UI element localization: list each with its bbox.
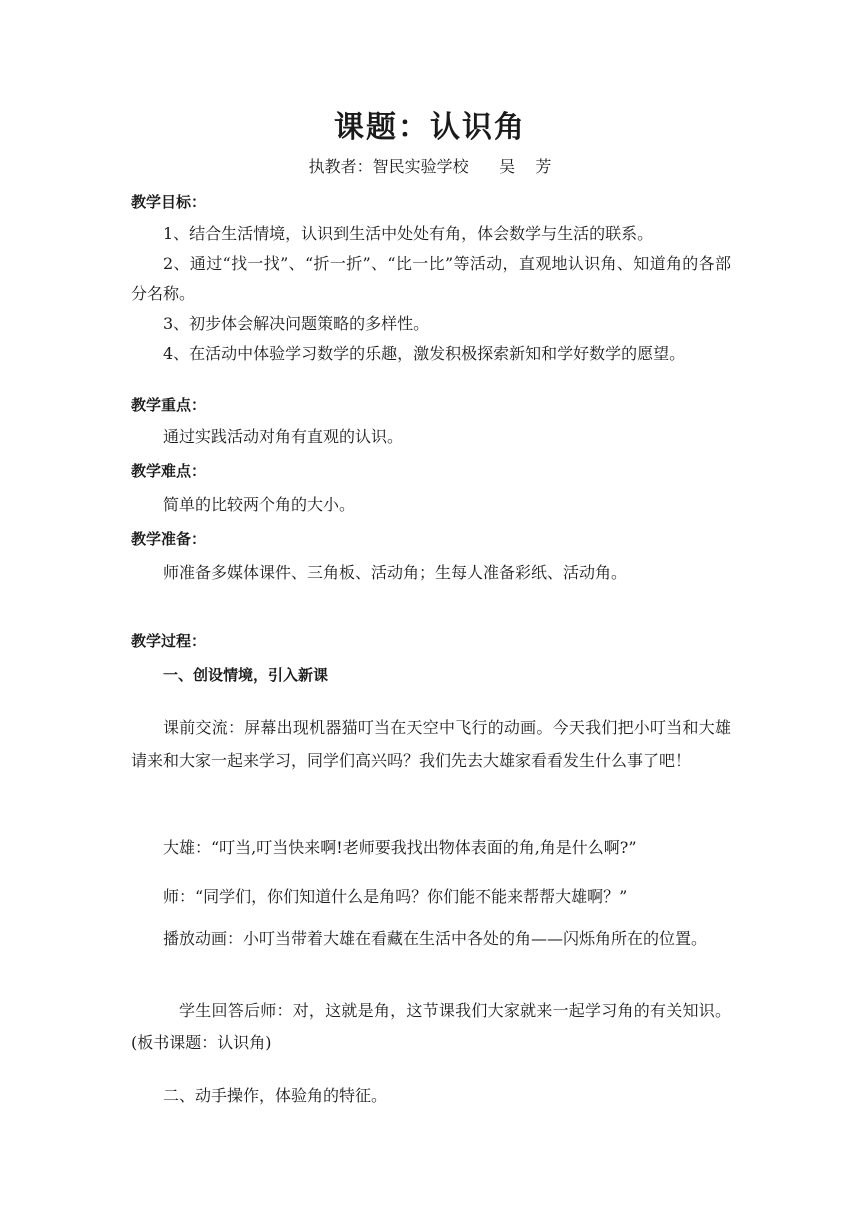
key-point-heading: 教学重点：: [131, 396, 207, 414]
objective-item-3: 3、初步体会解决问题策略的多样性。: [163, 314, 430, 333]
key-point-text: 通过实践活动对角有直观的认识。: [163, 427, 404, 446]
author-line: 执教者：智民实验学校 吴 芳: [308, 157, 552, 176]
process-para-3: 师：“同学们，你们知道什么是角吗？你们能不能来帮帮大雄啊？”: [163, 887, 628, 906]
preparation-heading: 教学准备：: [131, 530, 207, 548]
process-para-1-text: 课前交流：屏幕出现机器猫叮当在天空中飞行的动画。今天我们把小叮当和大雄请来和大家一起来学习，同学们高兴吗？我们先去大雄家看看发生什么事了吧！: [131, 718, 731, 770]
process-para-5-text: 学生回答后师：对，这就是角，这节课我们大家就来一起学习角的有关知识。(板书课题：认识角): [131, 1001, 731, 1052]
process-para-4: [131, 925, 731, 952]
process-para-4-text: 播放动画：小叮当带着大雄在看藏在生活中各处的角——闪烁角所在的位置。: [163, 929, 708, 948]
section-2-heading: 二、动手操作，体验角的特征。: [163, 1086, 388, 1105]
preparation-text: 师准备多媒体课件、三角板、活动角；生每人准备彩纸、活动角。: [163, 563, 628, 582]
difficulty-text: 简单的比较两个角的大小。: [163, 495, 356, 514]
process-para-1: [131, 711, 731, 777]
document-title: 课题：认识角: [334, 110, 526, 145]
objectives-list: [131, 219, 731, 369]
process-heading: 教学过程：: [131, 632, 207, 650]
objective-item-1: 1、结合生活情境，认识到生活中处处有角，体会数学与生活的联系。: [163, 224, 654, 243]
section-1-heading: 一、创设情境，引入新课: [163, 666, 329, 684]
objectives-heading: 教学目标：: [131, 193, 207, 211]
objective-item-2: 2、通过“找一找”、“折一折”、“比一比”等活动，直观地认识角、知道角的各部分名称。: [131, 254, 731, 303]
process-para-2: 大雄：“叮当,叮当快来啊!老师要我找出物体表面的角,角是什么啊?”: [163, 838, 637, 857]
process-para-5: [131, 995, 731, 1059]
difficulty-heading: 教学难点：: [131, 462, 207, 480]
objective-item-4: 4、在活动中体验学习数学的乐趣，激发积极探索新知和学好数学的愿望。: [163, 344, 686, 363]
